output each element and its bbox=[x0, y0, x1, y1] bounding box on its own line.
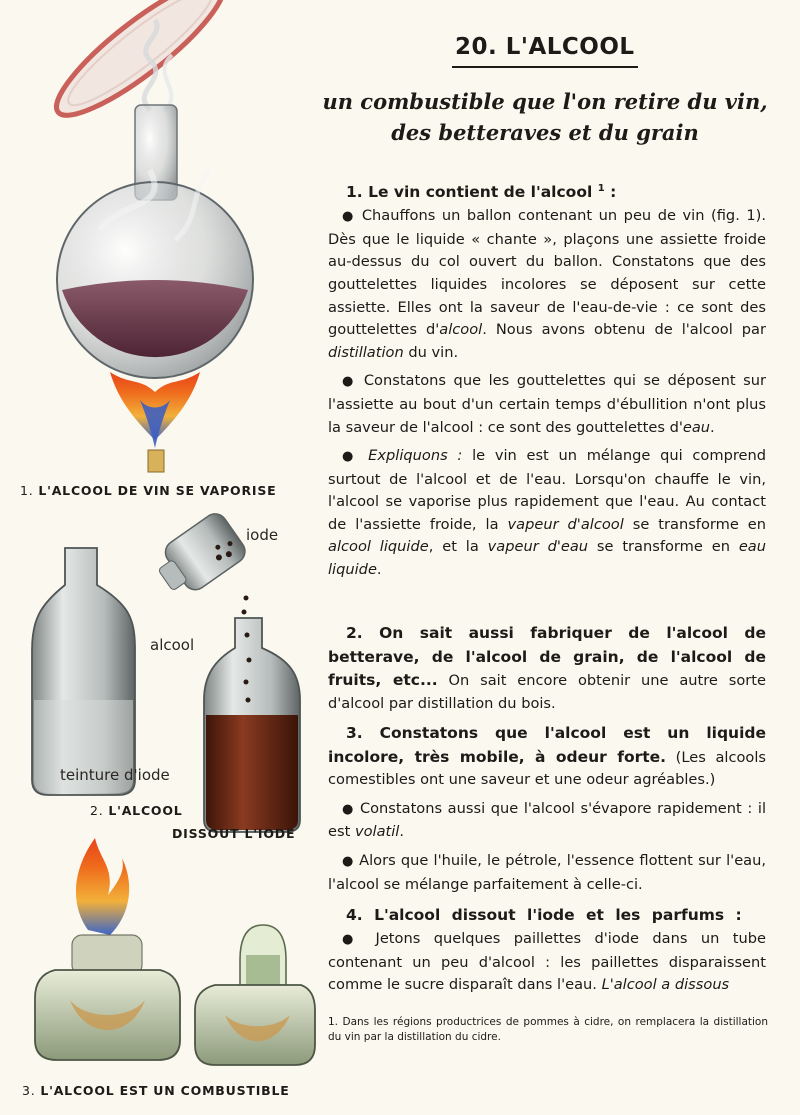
section-4 bbox=[328, 904, 766, 1003]
fig1-illustration bbox=[42, 0, 253, 472]
burner bbox=[148, 450, 164, 472]
label-iode: iode bbox=[246, 526, 279, 544]
italic-term: volatil bbox=[354, 823, 400, 841]
fig1-caption-number: 1. bbox=[20, 483, 34, 498]
text-run: Alors que l'huile, le pétrole, l'essence flottent sur l'eau, l'alcool se mélange parfaitement à celle-ci. bbox=[328, 851, 767, 893]
section-3 bbox=[328, 722, 766, 902]
text-run: . bbox=[710, 418, 715, 436]
section-3-para-3 bbox=[328, 850, 766, 896]
section-2-heading: 2. On sait aussi fabriquer de l'alcool de betterave, de l'alcool de grain, de l'alcool de fruits, etc... bbox=[328, 624, 766, 690]
section-3-para-1 bbox=[328, 722, 766, 792]
label-alcool: alcool bbox=[150, 636, 195, 654]
bullet-icon: ● bbox=[342, 449, 359, 465]
fig2-caption-text1: L'ALCOOL bbox=[108, 803, 183, 818]
italic-term: L'alcool a dissous bbox=[601, 976, 730, 994]
text-run: On sait encore obtenir une autre sorte d'alcool par distillation du bois. bbox=[328, 672, 766, 712]
section-3-para-2 bbox=[328, 798, 766, 844]
bullet-icon: ● bbox=[342, 374, 357, 390]
section-2-para bbox=[328, 622, 766, 715]
section-1-heading-colon: : bbox=[604, 183, 617, 202]
section-1-heading bbox=[328, 178, 766, 203]
text-run: , et la bbox=[428, 538, 488, 556]
fig3-illustration bbox=[35, 838, 315, 1065]
illustrations bbox=[0, 0, 320, 1115]
fig1-caption bbox=[20, 483, 277, 498]
bullet-icon: ● bbox=[342, 932, 363, 947]
italic-term: vapeur d'alcool bbox=[507, 515, 624, 533]
text-run: (Les alcools comestibles ont une saveur et une odeur agréables.) bbox=[328, 748, 766, 789]
fig2-caption-text2: DISSOUT L'IODE bbox=[172, 826, 296, 841]
text-run: Constatons aussi que l'alcool s'évapore rapidement : il est bbox=[328, 799, 767, 841]
section-2 bbox=[328, 622, 766, 721]
fig2-caption-number: 2. bbox=[90, 803, 104, 818]
section-1-para-1 bbox=[328, 205, 766, 364]
italic-term: vapeur d'eau bbox=[487, 538, 589, 556]
text-run: . bbox=[376, 561, 382, 579]
bullet-icon: ● bbox=[342, 853, 354, 869]
italic-term: eau liquide bbox=[328, 538, 766, 579]
footnote-ref: 1 bbox=[597, 183, 605, 194]
title-underline bbox=[452, 66, 638, 68]
bullet-icon: ● bbox=[342, 801, 355, 817]
page-title: 20. L'ALCOOL bbox=[455, 34, 635, 60]
text-run: Constatons que les gouttelettes qui se déposent sur l'assiette au bout d'un certain temps d'ébullition n'ont plus la saveur de l'alcool : ce sont des gouttelettes d' bbox=[328, 372, 767, 436]
italic-term: Expliquons : bbox=[368, 447, 463, 465]
section-4-para-1 bbox=[328, 928, 766, 997]
text-run: Chauffons un ballon contenant un peu de vin (fig. 1). Dès que le liquide « chante », plaçons une assiette froide au-dessus du col ouvert du ballon. Constatons que des gouttelettes liquides incolores se déposent sur cette assiette. Elles ont la saveur de l'eau-de-vie : ce sont des gouttelettes d' bbox=[328, 207, 767, 339]
fig3-caption-number: 3. bbox=[22, 1083, 36, 1098]
footnote: 1. Dans les régions productrices de pommes à cidre, on remplacera la distillation du vin par la distillation du cidre. bbox=[328, 1016, 768, 1043]
text-run: se transforme en bbox=[588, 538, 739, 556]
label-teinture-iode: teinture d'iode bbox=[60, 766, 170, 784]
fig2-caption-line2 bbox=[172, 826, 295, 841]
fig2-caption-line1 bbox=[90, 803, 183, 818]
italic-term: distillation bbox=[328, 343, 404, 361]
italic-term: alcool bbox=[439, 321, 483, 339]
section-1 bbox=[328, 178, 766, 588]
italic-term: alcool liquide bbox=[328, 538, 429, 556]
italic-term: eau bbox=[682, 418, 711, 436]
section-3-heading: 3. Constatons que l'alcool est un liquide incolore, très mobile, à odeur forte. bbox=[328, 724, 766, 766]
text-run: . Nous avons obtenu de l'alcool par bbox=[482, 321, 766, 339]
fig3-caption bbox=[22, 1083, 290, 1098]
section-1-para-2 bbox=[328, 370, 766, 439]
page-subtitle: un combustible que l'on retire du vin, des betteraves et du grain bbox=[322, 89, 768, 145]
bullet-icon: ● bbox=[342, 209, 356, 225]
fig1-caption-text: L'ALCOOL DE VIN SE VAPORISE bbox=[38, 483, 277, 498]
lamp-flame bbox=[76, 838, 129, 935]
text-run: se transforme en bbox=[623, 515, 767, 533]
text-run: . bbox=[399, 823, 404, 841]
section-1-para-3 bbox=[328, 445, 766, 582]
fig3-caption-text: L'ALCOOL EST UN COMBUSTIBLE bbox=[40, 1083, 290, 1098]
text-run: le vin est un mélange qui comprend surtout de l'alcool et de l'eau. Lorsqu'on chauffe le vin, l'alcool se vaporise plus rapidement que l'eau. Au contact de l'assiette froide, la bbox=[328, 447, 767, 533]
section-4-heading: 4. L'alcool dissout l'iode et les parfums : bbox=[346, 906, 742, 924]
text-run: du vin. bbox=[403, 343, 459, 361]
section-1-heading-text: 1. Le vin contient de l'alcool bbox=[346, 183, 593, 202]
text-run: Jetons quelques paillettes d'iode dans un tube contenant un peu d'alcool : les paillettes disparaissent comme le sucre disparaît dans l'eau. bbox=[328, 930, 766, 994]
